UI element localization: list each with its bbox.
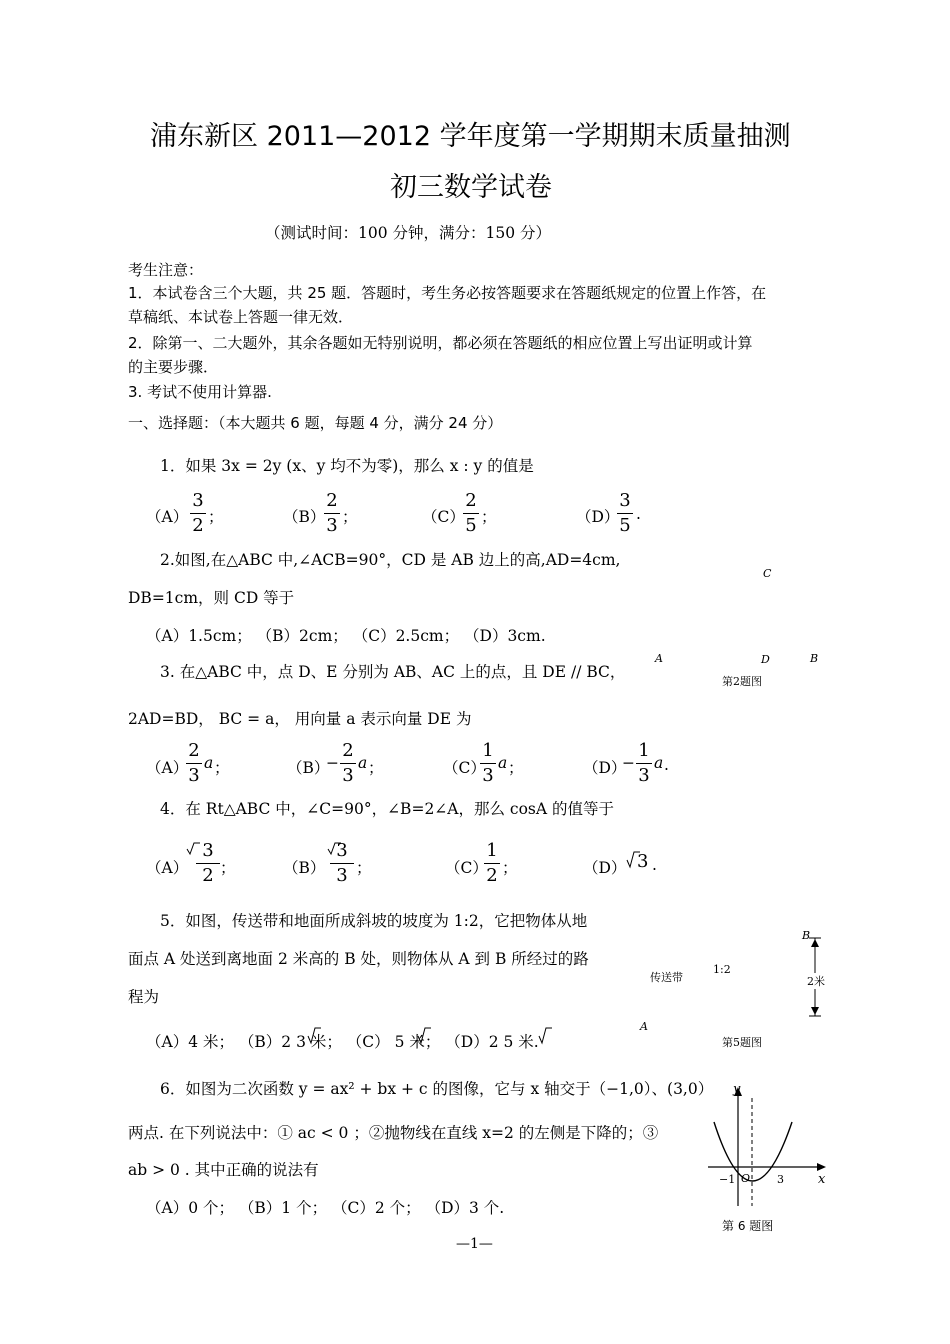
q1-fraction-c: 2 5: [463, 490, 479, 537]
q3-semicolon: ；: [508, 759, 524, 777]
q5-fig-belt-label: 传送带: [650, 971, 683, 984]
q3-vector-a: a: [204, 754, 214, 772]
q6-fig-y-label: y: [733, 1082, 741, 1097]
q1-option-c: （C）: [422, 508, 465, 526]
q1-option-b: （B）: [283, 508, 326, 526]
q6-fig-minus-one: −1: [719, 1173, 736, 1186]
q4-period: .: [652, 856, 657, 874]
q3-option-d: （D）: [583, 759, 627, 777]
q4-semicolon: ；: [356, 859, 372, 877]
page-subtitle: 初三数学试卷: [390, 172, 552, 203]
q1-stem: 1．如果 3x = 2y (x、y 均不为零)，那么 x : y 的值是: [160, 457, 534, 475]
q3-line1: 3. 在△ABC 中，点 D、E 分别为 AB、AC 上的点，且 DE // BC，: [160, 663, 626, 681]
q4-fraction-b: 3 3: [330, 840, 354, 887]
note-2a: 2．除第一、二大题外，其余各题如无特别说明，都必须在答题纸的相应位置上写出证明或计算: [128, 334, 753, 352]
q3-option-a: （A）: [146, 759, 189, 777]
q1-semicolon: ；: [481, 508, 497, 526]
page-title: 浦东新区 2011—2012 学年度第一学期期末质量抽测: [150, 121, 791, 152]
note-2b: 的主要步骤．: [128, 358, 219, 376]
q5-fig-ratio: 1:2: [713, 963, 731, 976]
q3-fraction-d: 1 3: [636, 740, 652, 787]
q1-period: .: [636, 505, 641, 523]
q5-options: （A）4 米； （B）2 3 米； （C） 5 米； （D）2 5 米.: [146, 1033, 539, 1051]
q6-fig-origin: O: [741, 1172, 751, 1185]
q4-option-a: （A）: [146, 859, 189, 877]
q3-vector-a: a: [358, 754, 368, 772]
q4-option-c: （C）: [445, 859, 488, 877]
q3-semicolon: ；: [214, 759, 230, 777]
q4-fraction-a: 3 2: [196, 840, 220, 887]
q2-options: （A）1.5cm； （B）2cm； （C）2.5cm； （D）3cm.: [146, 627, 546, 645]
q6-line2: 两点. 在下列说法中：① ac < 0 ；②抛物线在直线 x=2 的左侧是下降的；③: [128, 1124, 659, 1142]
q6-fig-caption: 第 6 题图: [722, 1219, 774, 1233]
q2-fig-label-a: A: [655, 652, 663, 665]
q4-stem: 4．在 Rt△ABC 中，∠C=90°，∠B=2∠A，那么 cosA 的值等于: [160, 800, 614, 818]
note-1b: 草稿纸、本试卷上答题一律无效．: [128, 308, 354, 326]
q4-semicolon: ；: [502, 859, 518, 877]
q6-options: （A）0 个； （B）1 个； （C）2 个； （D）3 个.: [146, 1199, 505, 1217]
q1-semicolon: ；: [342, 508, 358, 526]
q1-option-d: （D）: [576, 508, 620, 526]
q5-fig-height: 2米: [807, 975, 825, 988]
q1-semicolon: ；: [208, 508, 224, 526]
exam-info: （测试时间：100 分钟，满分：150 分）: [265, 224, 552, 242]
q2-fig-caption: 第2题图: [722, 675, 762, 688]
q5-line2: 面点 A 处送到离地面 2 米高的 B 处，则物体从 A 到 B 所经过的路: [128, 950, 589, 968]
q3-option-b: （B）: [287, 759, 330, 777]
q3-period: .: [664, 756, 669, 774]
q6-fig-three: 3: [777, 1173, 784, 1186]
q5-sqrt-b: [307, 1027, 321, 1045]
q3-vector-a: a: [498, 754, 508, 772]
page-number: —1—: [456, 1236, 493, 1252]
note-3: 3. 考试不使用计算器.: [128, 383, 272, 401]
q3-option-c: （C）: [443, 759, 486, 777]
q2-line1: 2.如图,在△ABC 中,∠ACB=90°，CD 是 AB 边上的高,AD=4cm,: [160, 551, 621, 569]
q6-parabola-figure: [700, 1080, 830, 1210]
q2-fig-label-d: D: [761, 653, 770, 666]
q1-fraction-d: 3 5: [617, 490, 633, 537]
q3-vector-a: a: [654, 754, 664, 772]
q1-fraction-b: 2 3: [324, 490, 340, 537]
q4-fraction-c: 1 2: [484, 840, 500, 887]
q4-option-d: （D）: [583, 859, 627, 877]
q5-sqrt-d: [538, 1027, 552, 1045]
q6-line1: 6．如图为二次函数 y = ax² + bx + c 的图像，它与 x 轴交于（−1,0）、(3,0）: [160, 1080, 714, 1098]
q5-fig-label-b: B: [802, 929, 811, 942]
notes-heading: 考生注意：: [128, 261, 204, 279]
q5-fig-caption: 第5题图: [722, 1036, 762, 1049]
q4-option-b: （B）: [283, 859, 326, 877]
section-heading: 一、选择题：（本大题共 6 题，每题 4 分，满分 24 分）: [128, 414, 503, 432]
q5-sqrt-c: [417, 1027, 431, 1045]
q6-line3: ab > 0 . 其中正确的说法有: [128, 1161, 319, 1179]
q3-line2: 2AD=BD， BC = a， 用向量 a 表示向量 DE 为: [128, 710, 472, 728]
q3-fraction-a: 2 3: [186, 740, 202, 787]
q3-minus-d: −: [622, 754, 635, 772]
q3-semicolon: ；: [368, 759, 384, 777]
q4-value-d: 3: [637, 851, 649, 872]
q3-fraction-b: 2 3: [340, 740, 356, 787]
q5-line3: 程为: [128, 988, 160, 1006]
q6-fig-x-label: x: [818, 1172, 826, 1187]
q5-line1: 5．如图，传送带和地面所成斜坡的坡度为 1:2，它把物体从地: [160, 912, 588, 930]
q1-fraction-a: 3 2: [190, 490, 206, 537]
q2-line2: DB=1cm，则 CD 等于: [128, 589, 295, 607]
q3-fraction-c: 1 3: [480, 740, 496, 787]
q3-minus-b: −: [326, 754, 339, 772]
q2-fig-label-c: C: [763, 567, 772, 580]
q5-fig-label-a: A: [640, 1020, 648, 1033]
q1-option-a: （A）: [146, 508, 189, 526]
q2-fig-label-b: B: [810, 652, 819, 665]
note-1a: 1．本试卷含三个大题，共 25 题．答题时，考生务必按答题要求在答题纸规定的位置上作答，在: [128, 284, 767, 302]
q4-semicolon: ；: [220, 859, 236, 877]
